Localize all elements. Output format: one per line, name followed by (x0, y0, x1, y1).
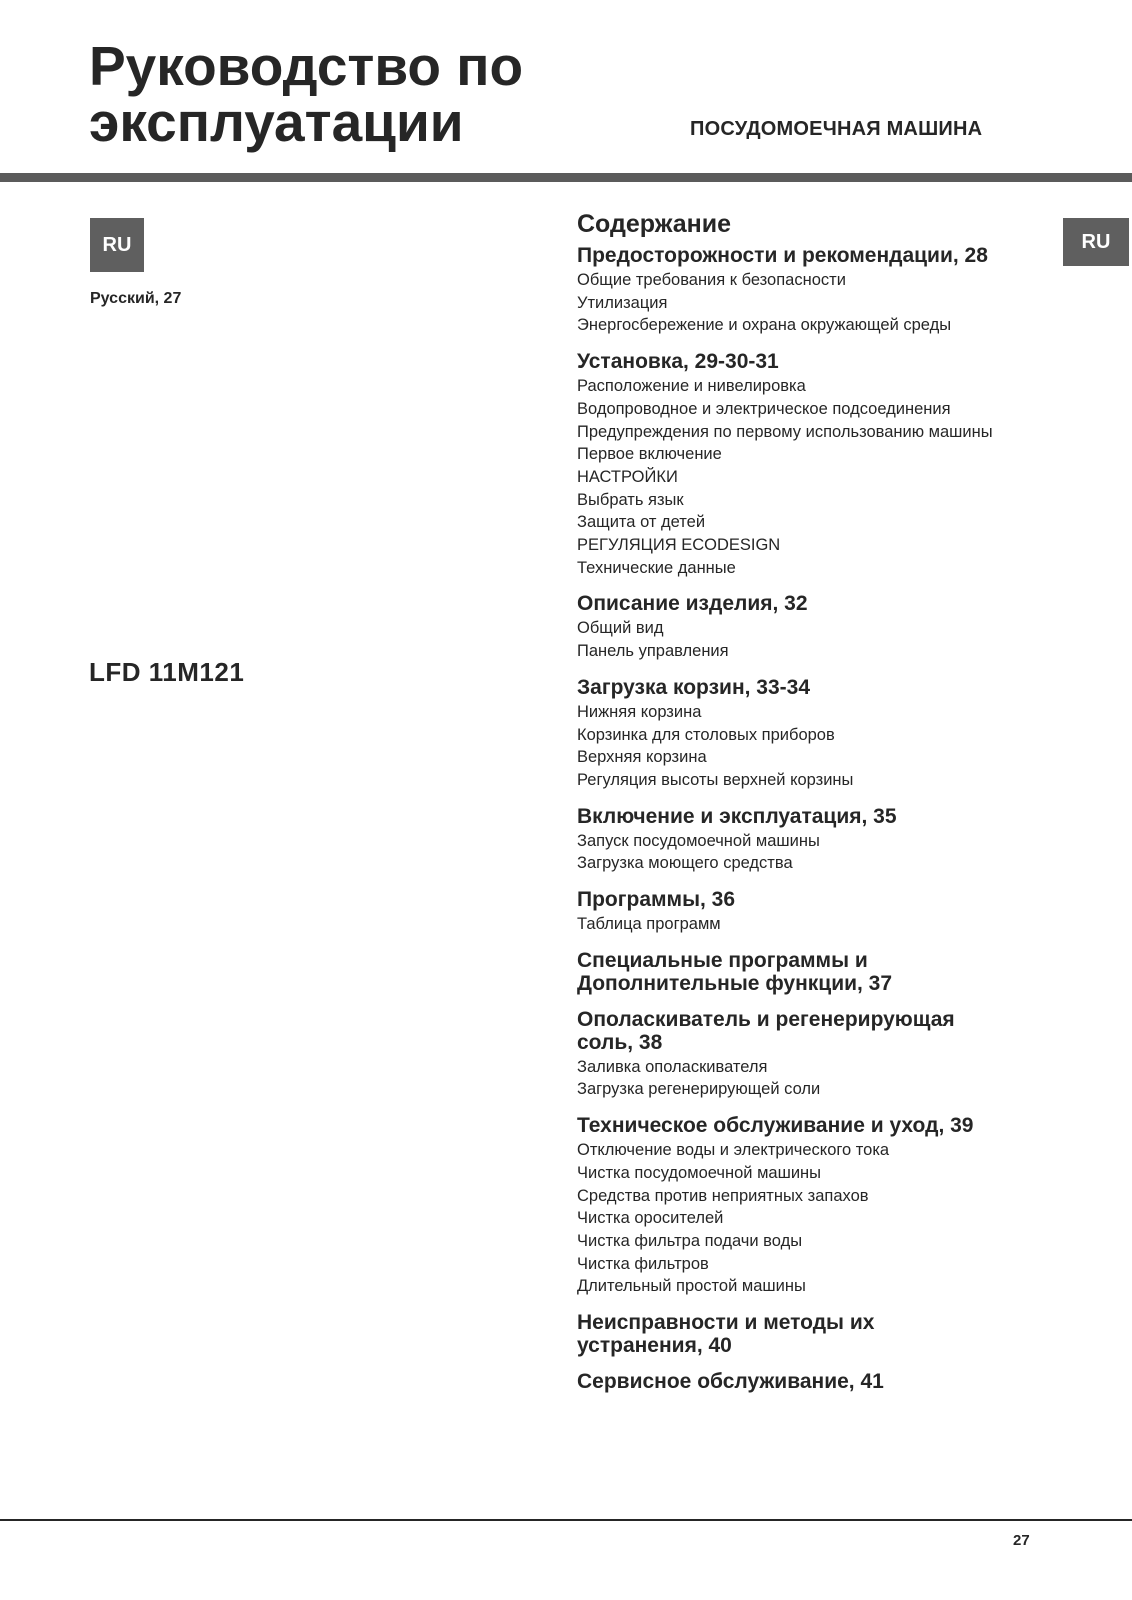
table-of-contents (577, 210, 1047, 1406)
toc-item[interactable]: Общий вид (577, 619, 664, 638)
toc-item[interactable]: Средства против неприятных запахов (577, 1186, 869, 1205)
toc-section-title[interactable] (577, 592, 1047, 615)
toc-item[interactable]: Заливка ополаскивателя (577, 1057, 768, 1076)
toc-section (577, 1114, 1047, 1298)
toc-section-title[interactable] (577, 888, 1047, 911)
page-number: 27 (1013, 1532, 1030, 1549)
title-line-1: Руководство по (89, 35, 524, 97)
toc-section-title-line: Установка, 29-30-31 (577, 350, 779, 374)
toc-item[interactable]: Нижняя корзина (577, 702, 702, 721)
toc-section-title[interactable] (577, 1114, 1047, 1137)
header-divider (0, 173, 1132, 182)
toc-item[interactable]: Панель управления (577, 642, 729, 661)
toc-item[interactable]: Чистка посудомоечной машины (577, 1163, 822, 1182)
toc-item[interactable]: Водопроводное и электрическое подсоединения (577, 399, 951, 418)
toc-item-list (577, 269, 1047, 337)
toc-item[interactable]: Таблица программ (577, 915, 721, 934)
toc-section (577, 350, 1047, 579)
toc-section (577, 888, 1047, 936)
toc-section (577, 676, 1047, 792)
toc-section-title-line: Специальные программы и (577, 948, 868, 972)
toc-section-title[interactable] (577, 949, 1047, 995)
toc-section (577, 244, 1047, 337)
toc-section-title[interactable] (577, 805, 1047, 828)
toc-section-title-line: Дополнительные функции, 37 (577, 971, 893, 995)
toc-section (577, 805, 1047, 875)
toc-section-title[interactable] (577, 1311, 1047, 1357)
toc-item[interactable]: НАСТРОЙКИ (577, 467, 678, 486)
title-line-2: эксплуатации (89, 91, 464, 153)
language-tab: RU (1063, 218, 1129, 266)
toc-section-title-line: Описание изделия, 32 (577, 592, 808, 616)
toc-item[interactable]: Защита от детей (577, 513, 706, 532)
toc-item[interactable]: Чистка фильтра подачи воды (577, 1231, 803, 1250)
toc-heading: Содержание (577, 210, 732, 238)
toc-section-title-line: Включение и эксплуатация, 35 (577, 804, 897, 828)
toc-item-list (577, 701, 1047, 792)
toc-section (577, 1311, 1047, 1357)
toc-section-title-line: соль, 38 (577, 1030, 663, 1054)
toc-section-title[interactable] (577, 350, 1047, 373)
toc-section-title-line: Предосторожности и рекомендации, 28 (577, 244, 988, 267)
toc-item[interactable]: Запуск посудомоечной машины (577, 831, 820, 850)
toc-item[interactable]: Длительный простой машины (577, 1277, 806, 1296)
toc-item[interactable]: Утилизация (577, 293, 668, 312)
toc-section-title-line: Ополаскиватель и регенерирующая (577, 1007, 955, 1031)
toc-item[interactable]: Чистка оросителей (577, 1209, 724, 1228)
toc-item[interactable]: Отключение воды и электрического тока (577, 1141, 890, 1160)
toc-section-title[interactable] (577, 1008, 1047, 1054)
toc-section-title-line: Неисправности и методы их (577, 1311, 875, 1335)
toc-item[interactable]: Регуляция высоты верхней корзины (577, 770, 854, 789)
toc-section-title-line: Загрузка корзин, 33-34 (577, 675, 811, 699)
toc-item[interactable]: Энергосбережение и охрана окружающей среды (577, 316, 952, 335)
toc-section-title[interactable] (577, 1370, 1047, 1393)
toc-sections (577, 244, 1047, 1393)
language-page-ref: Русский, 27 (90, 290, 182, 307)
toc-item-list (577, 1056, 1047, 1101)
manual-title (89, 35, 524, 153)
toc-item[interactable]: Технические данные (577, 558, 736, 577)
product-type: ПОСУДОМОЕЧНАЯ МАШИНА (690, 118, 983, 140)
model-number: LFD 11M121 (89, 657, 245, 687)
toc-item-list (577, 913, 1047, 936)
toc-section-title[interactable] (577, 244, 1047, 267)
toc-item[interactable]: Общие требования к безопасности (577, 271, 846, 289)
toc-item[interactable]: Расположение и нивелировка (577, 377, 806, 396)
toc-item[interactable]: Корзинка для столовых приборов (577, 725, 835, 744)
toc-item[interactable]: Предупреждения по первому использованию машины (577, 422, 993, 441)
toc-section (577, 949, 1047, 995)
toc-item[interactable]: Выбрать язык (577, 490, 684, 509)
toc-item-list (577, 375, 1047, 579)
toc-item[interactable]: Загрузка регенерирующей соли (577, 1080, 821, 1099)
toc-item[interactable]: Загрузка моющего средства (577, 854, 793, 873)
toc-section-title-line: устранения, 40 (577, 1334, 732, 1358)
toc-section-title-line: Сервисное обслуживание, 41 (577, 1370, 884, 1394)
language-badge: RU (90, 218, 144, 272)
toc-section-title-line: Техническое обслуживание и уход, 39 (577, 1114, 974, 1138)
toc-item[interactable]: РЕГУЛЯЦИЯ ECODESIGN (577, 536, 781, 555)
footer-divider (0, 1519, 1132, 1521)
toc-item[interactable]: Чистка фильтров (577, 1254, 709, 1273)
toc-item[interactable]: Верхняя корзина (577, 748, 707, 767)
toc-item-list (577, 830, 1047, 875)
toc-section (577, 1008, 1047, 1101)
toc-item[interactable]: Первое включение (577, 445, 722, 464)
toc-section (577, 592, 1047, 662)
toc-section-title-line: Программы, 36 (577, 888, 736, 912)
toc-item-list (577, 617, 1047, 662)
toc-item-list (577, 1139, 1047, 1298)
toc-section-title[interactable] (577, 676, 1047, 699)
toc-section (577, 1370, 1047, 1393)
